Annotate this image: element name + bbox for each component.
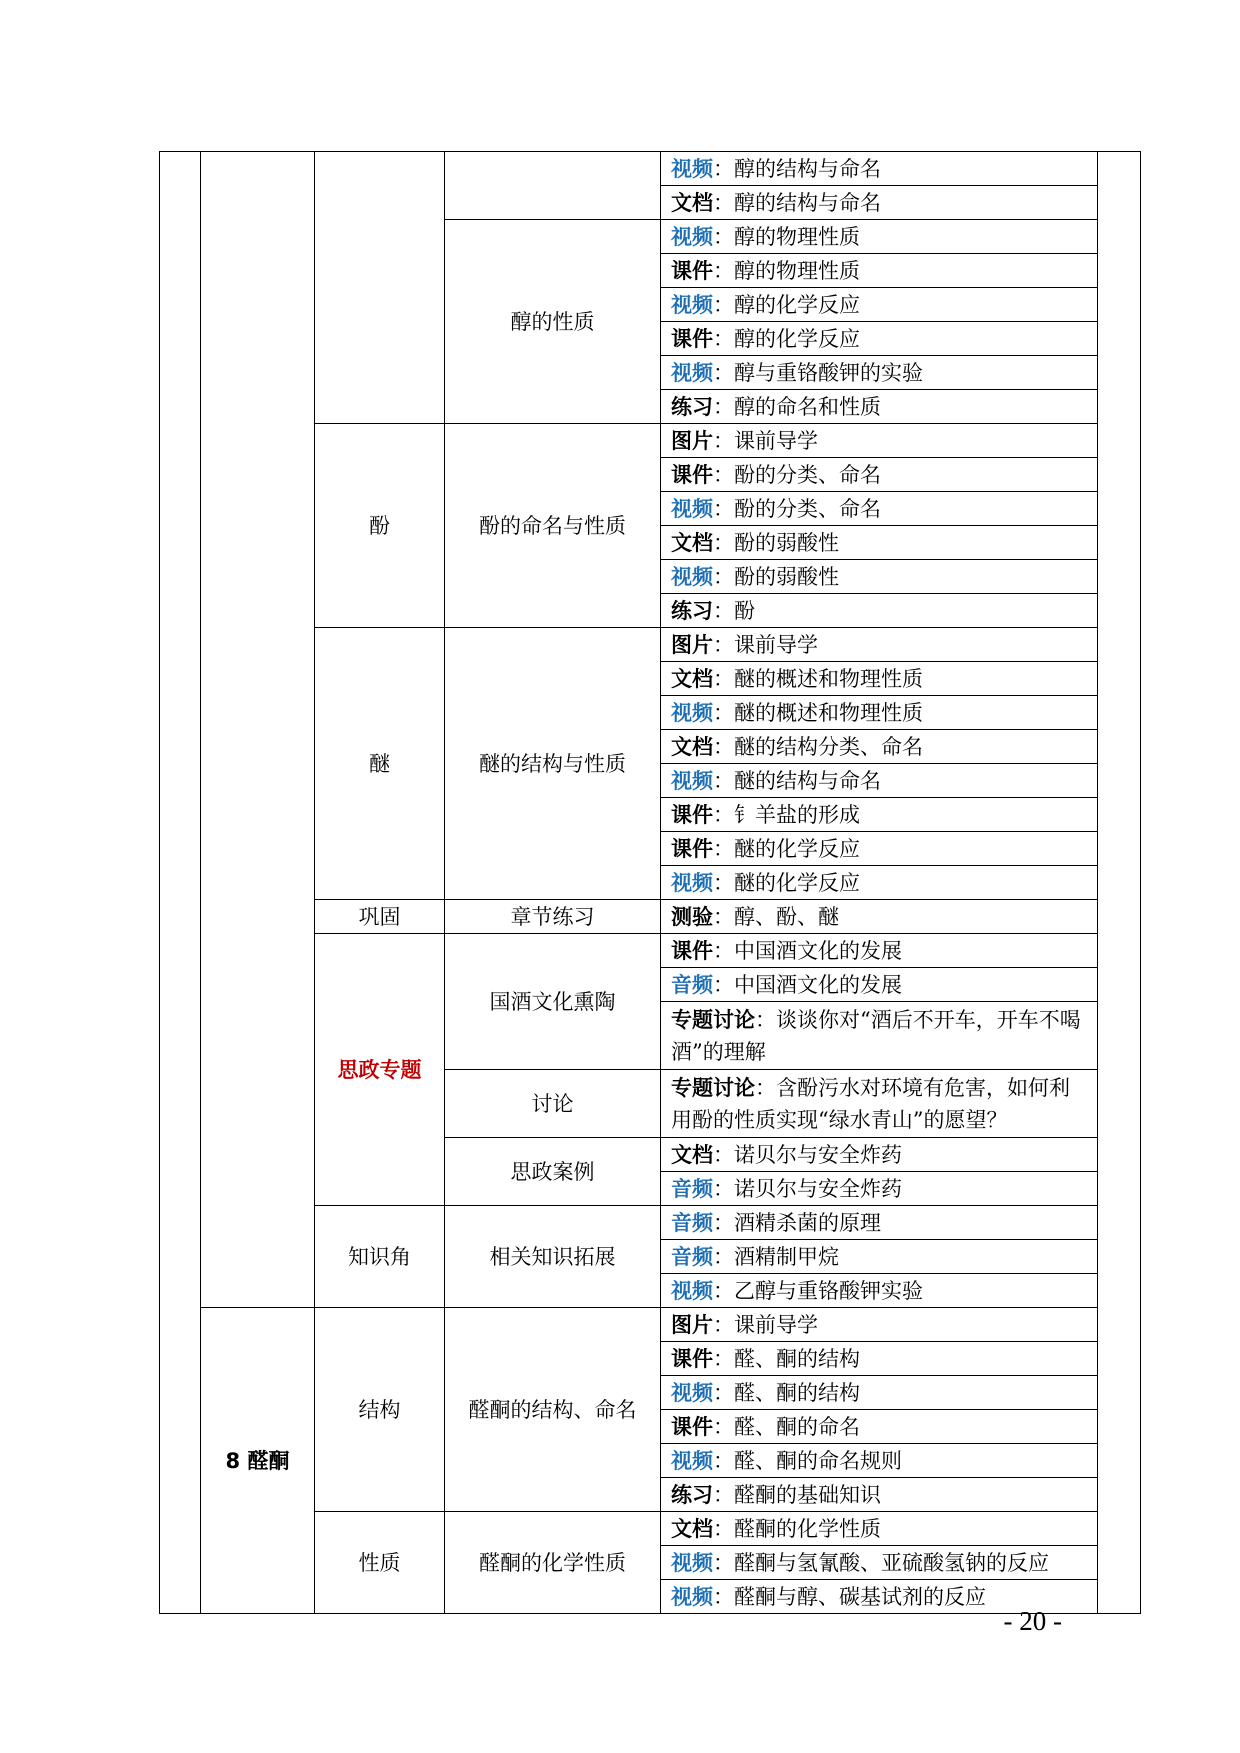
resource-type-label: 视频 [671, 360, 713, 385]
resource-title: ： [713, 700, 734, 725]
resource-title: ： [713, 1448, 734, 1473]
resource-cell [661, 1274, 1098, 1308]
resource-title: 醛酮与醇、碳基试剂的反应 [734, 1584, 986, 1609]
resource-title: 醇、酚、醚 [734, 904, 839, 929]
resource-type-label: 视频 [671, 1584, 713, 1609]
resource-type-label: 课件 [671, 1414, 713, 1439]
resource-title: 酚 [734, 598, 755, 623]
resource-title: 醚的化学反应 [734, 836, 860, 861]
resource-type-label: 课件 [671, 326, 713, 351]
resource-title: 乙醇与重铬酸钾实验 [734, 1278, 923, 1303]
resource-title: 诺贝尔与安全炸药 [734, 1142, 902, 1167]
resource-title: ： [713, 190, 734, 215]
resource-cell [661, 220, 1098, 254]
resource-cell [661, 1070, 1098, 1138]
resource-title: ： [713, 870, 734, 895]
resource-title: ： [713, 1380, 734, 1405]
resource-title: ： [713, 428, 734, 453]
resource-type-label: 文档 [671, 666, 713, 691]
resource-cell [661, 1444, 1098, 1478]
resource-type-label: 音频 [671, 1176, 713, 1201]
resource-type-label: 视频 [671, 1380, 713, 1405]
topic-ald-chem: 醛酮的化学性质 [445, 1512, 661, 1614]
resource-title: 醇的物理性质 [734, 258, 860, 283]
resource-title: ： [713, 1414, 734, 1439]
resource-type-label: 文档 [671, 530, 713, 555]
resource-cell [661, 1478, 1098, 1512]
resource-type-label: 测验 [671, 904, 713, 929]
resource-title: ： [713, 802, 734, 827]
section-structure: 结构 [315, 1308, 445, 1512]
resource-title: 醛、酮的命名 [734, 1414, 860, 1439]
resource-type-label: 视频 [671, 1448, 713, 1473]
resource-cell [661, 186, 1098, 220]
resource-cell [661, 526, 1098, 560]
section-knowledge: 知识角 [315, 1206, 445, 1308]
resource-type-label: 图片 [671, 1312, 713, 1337]
section-ether: 醚 [315, 628, 445, 900]
resource-title: ： [713, 632, 734, 657]
resource-cell [661, 1376, 1098, 1410]
resource-type-label: 视频 [671, 1278, 713, 1303]
resource-title: 诺贝尔与安全炸药 [734, 1176, 902, 1201]
resource-type-label: 视频 [671, 870, 713, 895]
resource-title: ： [755, 1075, 776, 1100]
resource-cell [661, 662, 1098, 696]
resource-title: ： [713, 1210, 734, 1235]
resource-cell [661, 866, 1098, 900]
resource-type-label: 视频 [671, 768, 713, 793]
resource-title: 酒精制甲烷 [734, 1244, 839, 1269]
topic-chapter-practice: 章节练习 [445, 900, 661, 934]
resource-title: 醚的结构分类、命名 [734, 734, 923, 759]
section-phenol: 酚 [315, 424, 445, 628]
resource-title: 醚的结构与命名 [734, 768, 881, 793]
topic-wine-culture: 国酒文化熏陶 [445, 934, 661, 1070]
resource-title: 醛、酮的结构 [734, 1380, 860, 1405]
resource-title: ： [713, 564, 734, 589]
resource-title: 醇与重铬酸钾的实验 [734, 360, 923, 385]
resource-type-label: 专题讨论 [671, 1007, 755, 1032]
resource-title: 醛、酮的命名规则 [734, 1448, 902, 1473]
resource-title: ： [713, 462, 734, 487]
resource-title: 醛酮的基础知识 [734, 1482, 881, 1507]
resource-title: 酚的弱酸性 [734, 564, 839, 589]
topic-case: 思政案例 [445, 1138, 661, 1206]
resource-cell [661, 594, 1098, 628]
resource-type-label: 练习 [671, 598, 713, 623]
resource-cell [661, 832, 1098, 866]
resource-title: ： [713, 530, 734, 555]
chapter-cell-alcohol [201, 152, 315, 1308]
resource-cell [661, 1002, 1098, 1070]
resource-title: ： [713, 360, 734, 385]
resource-type-label: 音频 [671, 1210, 713, 1235]
resource-cell [661, 696, 1098, 730]
resource-title: 酚的弱酸性 [734, 530, 839, 555]
resource-cell [661, 356, 1098, 390]
resource-cell [661, 764, 1098, 798]
resource-cell [661, 458, 1098, 492]
resource-title: 酚的分类、命名 [734, 462, 881, 487]
resource-title: 含酚污水对环境有危害，如何利用酚的性质实现“绿水青山”的愿望？ [671, 1075, 1070, 1132]
resource-title: 醚的概述和物理性质 [734, 700, 923, 725]
resource-type-label: 练习 [671, 1482, 713, 1507]
resource-type-label: 文档 [671, 1142, 713, 1167]
resource-cell [661, 798, 1098, 832]
resource-title: 课前导学 [734, 632, 818, 657]
resource-title: ： [713, 1278, 734, 1303]
resource-title: ： [713, 496, 734, 521]
resource-title: 醇的命名和性质 [734, 394, 881, 419]
resource-type-label: 文档 [671, 190, 713, 215]
resource-type-label: 视频 [671, 224, 713, 249]
resource-cell [661, 1546, 1098, 1580]
resource-title: 醛酮的化学性质 [734, 1516, 881, 1541]
resource-type-label: 音频 [671, 1244, 713, 1269]
curriculum-table [159, 151, 1141, 1614]
resource-title: ： [713, 904, 734, 929]
resource-title: 钅羊盐的形成 [734, 802, 860, 827]
resource-type-label: 课件 [671, 938, 713, 963]
resource-title: ： [713, 938, 734, 963]
resource-cell [661, 1206, 1098, 1240]
resource-cell [661, 628, 1098, 662]
resource-cell [661, 1342, 1098, 1376]
resource-cell [661, 934, 1098, 968]
resource-type-label: 视频 [671, 564, 713, 589]
resource-type-label: 视频 [671, 156, 713, 181]
resource-title: ： [713, 1312, 734, 1337]
resource-title: 醇的化学反应 [734, 292, 860, 317]
resource-cell [661, 1172, 1098, 1206]
resource-cell [661, 288, 1098, 322]
resource-cell [661, 254, 1098, 288]
resource-cell [661, 730, 1098, 764]
resource-title: ： [713, 1346, 734, 1371]
resource-cell [661, 1410, 1098, 1444]
resource-cell [661, 1138, 1098, 1172]
resource-cell [661, 560, 1098, 594]
resource-title: 酚的分类、命名 [734, 496, 881, 521]
resource-type-label: 文档 [671, 1516, 713, 1541]
section-property: 性质 [315, 1512, 445, 1614]
resource-type-label: 音频 [671, 972, 713, 997]
resource-type-label: 课件 [671, 258, 713, 283]
resource-title: 酒精杀菌的原理 [734, 1210, 881, 1235]
resource-type-label: 课件 [671, 836, 713, 861]
resource-type-label: 图片 [671, 632, 713, 657]
resource-type-label: 视频 [671, 700, 713, 725]
resource-cell [661, 900, 1098, 934]
resource-title: ： [713, 258, 734, 283]
resource-title: 醇的结构与命名 [734, 156, 881, 181]
topic-discussion: 讨论 [445, 1070, 661, 1138]
resource-title: ： [713, 1584, 734, 1609]
resource-cell [661, 492, 1098, 526]
outer-left-cell [160, 152, 201, 1614]
resource-cell [661, 1308, 1098, 1342]
resource-cell [661, 424, 1098, 458]
section-consolidate: 巩固 [315, 900, 445, 934]
resource-type-label: 课件 [671, 462, 713, 487]
resource-title: ： [713, 666, 734, 691]
resource-title: ： [713, 1482, 734, 1507]
resource-title: ： [713, 1176, 734, 1201]
resource-title: ： [713, 224, 734, 249]
resource-type-label: 练习 [671, 394, 713, 419]
topic-alcohol-property: 醇的性质 [445, 220, 661, 424]
resource-title: ： [713, 394, 734, 419]
resource-type-label: 文档 [671, 734, 713, 759]
resource-type-label: 视频 [671, 292, 713, 317]
resource-title: ： [713, 326, 734, 351]
topic-phenol-naming: 酚的命名与性质 [445, 424, 661, 628]
resource-title: ： [713, 1244, 734, 1269]
section-ideology: 思政专题 [315, 934, 445, 1206]
resource-title: 醛酮与氢氰酸、亚硫酸氢钠的反应 [734, 1550, 1049, 1575]
resource-title: ： [713, 972, 734, 997]
resource-type-label: 视频 [671, 1550, 713, 1575]
resource-title: ： [713, 734, 734, 759]
topic-ald-structure: 醛酮的结构、命名 [445, 1308, 661, 1512]
resource-title: 醇的结构与命名 [734, 190, 881, 215]
page-number: - 20 - [1003, 1606, 1062, 1636]
outer-right-cell [1098, 152, 1141, 1614]
resource-title: ： [713, 1550, 734, 1575]
topic-ether-structure: 醚的结构与性质 [445, 628, 661, 900]
resource-title: ： [713, 156, 734, 181]
resource-cell [661, 322, 1098, 356]
resource-cell [661, 390, 1098, 424]
resource-title: 中国酒文化的发展 [734, 938, 902, 963]
topic-extension: 相关知识拓展 [445, 1206, 661, 1308]
topic-cell-alcohol-structure [445, 152, 661, 220]
resource-title: ： [713, 1516, 734, 1541]
resource-type-label: 视频 [671, 496, 713, 521]
resource-title: 醛、酮的结构 [734, 1346, 860, 1371]
resource-title: 谈谈你对“酒后不开车，开车不喝酒”的理解 [671, 1007, 1081, 1064]
resource-title: ： [713, 598, 734, 623]
resource-title: ： [755, 1007, 776, 1032]
resource-title: ： [713, 292, 734, 317]
resource-cell [661, 1240, 1098, 1274]
resource-cell [661, 1512, 1098, 1546]
resource-cell [661, 152, 1098, 186]
resource-title: ： [713, 836, 734, 861]
resource-title: 醚的概述和物理性质 [734, 666, 923, 691]
resource-title: 中国酒文化的发展 [734, 972, 902, 997]
resource-title: 课前导学 [734, 428, 818, 453]
resource-cell [661, 968, 1098, 1002]
resource-title: 课前导学 [734, 1312, 818, 1337]
resource-title: 醇的化学反应 [734, 326, 860, 351]
resource-type-label: 图片 [671, 428, 713, 453]
resource-type-label: 课件 [671, 1346, 713, 1371]
resource-title: 醇的物理性质 [734, 224, 860, 249]
resource-title: ： [713, 1142, 734, 1167]
resource-title: ： [713, 768, 734, 793]
resource-title: 醚的化学反应 [734, 870, 860, 895]
chapter-aldehyde-ketone: 8 醛酮 [201, 1308, 315, 1614]
resource-type-label: 课件 [671, 802, 713, 827]
section-cell-alcohol [315, 152, 445, 424]
resource-type-label: 专题讨论 [671, 1075, 755, 1100]
